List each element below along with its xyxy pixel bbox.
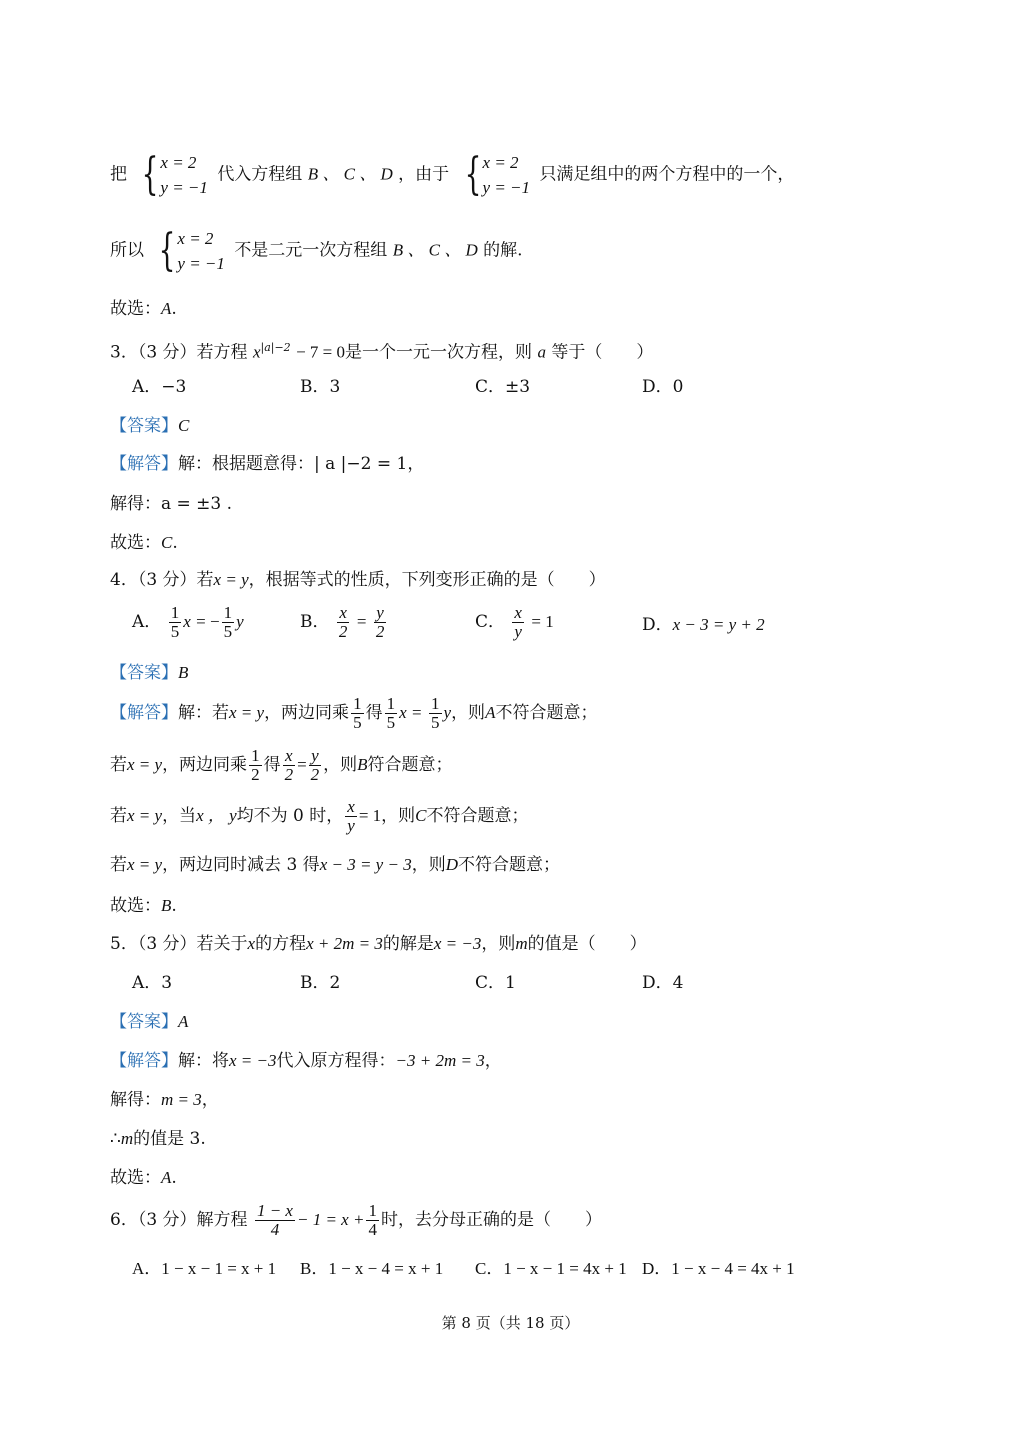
math-var: x xyxy=(252,342,261,362)
text: 3．（3 分）若方程 xyxy=(110,342,248,363)
text: 故选： xyxy=(110,299,161,319)
numerator: 1 xyxy=(353,694,362,713)
q5-option-c: C．1 xyxy=(475,973,516,993)
text: 不符合题意； xyxy=(495,703,598,723)
answer-letter: B xyxy=(178,663,189,682)
denominator: 5 xyxy=(386,713,396,732)
sys-row: x = 2 xyxy=(177,229,214,248)
text: ， xyxy=(201,1090,219,1110)
analysis-label: 【解答】 xyxy=(110,703,178,723)
answer-letter: C xyxy=(178,416,190,435)
text: 5．（3 分）若关于 xyxy=(110,934,248,954)
math: x = y xyxy=(213,570,249,589)
numerator: 1 xyxy=(170,603,180,622)
text: 符合题意； xyxy=(367,755,453,775)
numerator: 1 − x xyxy=(256,1201,293,1220)
text: 不符合题意； xyxy=(426,806,529,826)
fraction xyxy=(351,695,364,732)
text: 均不为 0 时， xyxy=(236,806,344,826)
denominator: 4 xyxy=(368,1220,377,1239)
text: ，则 xyxy=(323,755,358,775)
text: ，两边同时减去 3 得 xyxy=(162,855,320,875)
q5-analysis xyxy=(110,1050,502,1072)
denominator: 2 xyxy=(338,622,348,641)
intro-line-2 xyxy=(110,226,523,276)
q5-option-b: B．2 xyxy=(300,973,341,993)
math: x = −3 xyxy=(229,1051,277,1070)
equation-system: { x = 2 y = −1 xyxy=(159,225,225,276)
fraction xyxy=(309,747,322,784)
text: 所以 xyxy=(110,240,144,261)
q3-answer xyxy=(110,415,189,437)
q3-step: 解得：a = ±3 . xyxy=(110,494,233,514)
text: ，由于 xyxy=(398,164,450,185)
math: x = −3 xyxy=(433,934,482,953)
q3-analysis xyxy=(110,453,424,475)
text: 的方程 xyxy=(255,934,307,954)
text: 的值是 3. xyxy=(133,1129,206,1149)
option-label: C． xyxy=(475,612,506,632)
text: 只满足组中的两个方程中的一个， xyxy=(539,164,795,185)
answer-label: 【答案】 xyxy=(110,663,178,683)
text: . xyxy=(172,533,178,553)
sys-row: y = −1 xyxy=(177,254,225,273)
answer-letter: A xyxy=(178,1012,189,1031)
math: = xyxy=(412,703,422,722)
answer-letter: C xyxy=(161,533,173,552)
q4-stem xyxy=(110,569,606,591)
q3-stem xyxy=(110,337,653,364)
fraction xyxy=(283,747,296,784)
q4-analysis-1 xyxy=(110,695,597,732)
text: 解：将 xyxy=(178,1051,229,1071)
math-var: B xyxy=(357,755,368,774)
math-vars: B 、 C 、 D xyxy=(392,240,478,260)
fraction xyxy=(337,604,350,641)
option-label: A． xyxy=(132,612,162,632)
analysis-label: 【解答】 xyxy=(110,454,178,474)
math: = − xyxy=(196,612,220,631)
numerator: x xyxy=(285,746,293,765)
answer-letter: A xyxy=(161,1168,172,1187)
therefore-symbol: ∴ xyxy=(110,1129,121,1149)
math-var: y xyxy=(443,703,452,722)
math-var: y xyxy=(236,612,244,631)
text: 解：若 xyxy=(178,703,229,723)
page-footer: 第 8 页（共 18 页） xyxy=(441,1314,580,1332)
q6-option-b: B．1 − x − 4 = x + 1 xyxy=(300,1259,444,1278)
q5-option-d: D．4 xyxy=(642,973,684,993)
q3-option-a: A．−3 xyxy=(132,377,187,397)
math-var: x xyxy=(399,703,407,722)
sys-row: x = 2 xyxy=(482,153,519,172)
q5-answer xyxy=(110,1011,188,1033)
numerator: 1 xyxy=(223,603,233,622)
text: 等于（ ） xyxy=(551,342,654,363)
text: 不符合题意； xyxy=(457,855,560,875)
text: ，则 xyxy=(381,806,416,826)
text: ，根据等式的性质，下列变形正确的是（ ） xyxy=(248,570,606,590)
fraction xyxy=(385,695,398,732)
q5-option-a: A．3 xyxy=(132,973,173,993)
text: 的值是（ ） xyxy=(527,934,647,954)
text: 若 xyxy=(110,806,127,826)
math: x − 3 = y + 2 xyxy=(672,615,765,634)
fraction xyxy=(169,604,182,641)
math: x = y xyxy=(127,755,163,774)
text: 解：根据题意得：| a |−2 = 1， xyxy=(178,454,425,474)
q4-option-b xyxy=(300,604,388,641)
text: ，则 xyxy=(451,703,486,723)
text: ，则 xyxy=(411,855,446,875)
math-var: C xyxy=(415,806,427,825)
text: 故选： xyxy=(110,533,161,553)
q3-option-b: B．3 xyxy=(300,377,341,397)
text: . xyxy=(171,299,177,319)
fraction xyxy=(249,747,262,784)
q5-conclusion xyxy=(110,1167,177,1189)
q4-conclusion xyxy=(110,895,177,917)
text: . xyxy=(171,896,177,916)
answer-label: 【答案】 xyxy=(110,416,178,436)
numerator: y xyxy=(376,603,384,622)
text: 代入方程组 xyxy=(217,164,303,185)
answer-label: 【答案】 xyxy=(110,1012,178,1032)
numerator: y xyxy=(311,746,319,765)
q4-answer xyxy=(110,662,188,684)
math: m = 3 xyxy=(161,1090,202,1109)
math: − 7 = 0 xyxy=(296,342,346,362)
math: −3 + 2m = 3 xyxy=(395,1051,485,1070)
text: 时，去分母正确的是（ ） xyxy=(380,1210,602,1230)
math: x = y xyxy=(127,806,163,825)
text: 若 xyxy=(110,855,127,875)
text: 代入原方程得： xyxy=(276,1051,396,1071)
text: 解得： xyxy=(110,1090,161,1110)
denominator: 2 xyxy=(251,765,260,784)
math: − 1 = x + xyxy=(296,1210,365,1229)
equation-system: { x = 2 y = −1 xyxy=(464,149,531,200)
q6-option-c: C．1 − x − 1 = 4x + 1 xyxy=(475,1259,627,1278)
math-var: a xyxy=(537,342,546,362)
text: 是一个一元一次方程，则 xyxy=(345,342,533,363)
q5-step-1 xyxy=(110,1089,219,1111)
q6-option-a: A．1 − x − 1 = x + 1 xyxy=(132,1259,277,1278)
math-var: D xyxy=(445,855,458,874)
math: = 1 xyxy=(531,612,554,631)
math-var: m xyxy=(120,1129,134,1148)
math-var: x xyxy=(247,934,256,953)
fraction xyxy=(374,604,387,641)
answer-letter: B xyxy=(161,896,172,915)
answer-letter: A xyxy=(161,299,172,318)
text: 的解. xyxy=(483,240,523,261)
text: ，两边同乘 xyxy=(162,755,248,775)
text: ，两边同乘 xyxy=(264,703,350,723)
denominator: 2 xyxy=(375,622,385,641)
analysis-label: 【解答】 xyxy=(110,1051,178,1071)
fraction xyxy=(255,1202,295,1239)
sys-row: y = −1 xyxy=(482,178,531,197)
numerator: x xyxy=(347,797,355,816)
option-label: B． xyxy=(300,612,330,632)
math-vars: B 、 C 、 D xyxy=(307,164,393,184)
intro-line-1 xyxy=(110,150,794,200)
math: x = y xyxy=(229,703,265,722)
sys-row: x = 2 xyxy=(160,153,197,172)
math: x + 2m = 3 xyxy=(306,934,383,953)
q4-analysis-4 xyxy=(110,854,560,876)
intro-conclusion xyxy=(110,298,177,320)
text: 把 xyxy=(110,164,127,185)
fraction xyxy=(429,695,442,732)
numerator: x xyxy=(514,603,522,622)
q3-option-d: D．0 xyxy=(642,377,684,397)
math-var: m xyxy=(515,934,528,953)
q6-stem xyxy=(110,1202,602,1239)
fraction xyxy=(345,798,357,835)
q4-option-d xyxy=(642,614,765,636)
exponent: |a|−2 xyxy=(260,341,291,354)
denominator: y xyxy=(514,622,522,641)
text: 得 xyxy=(365,703,383,723)
denominator: 4 xyxy=(270,1220,280,1239)
text: 4．（3 分）若 xyxy=(110,570,214,590)
text: ，当 xyxy=(162,806,197,826)
denominator: 5 xyxy=(223,622,233,641)
q3-option-c: C．±3 xyxy=(475,377,531,397)
q5-step-2 xyxy=(110,1128,206,1150)
numerator: x xyxy=(339,603,347,622)
q3-conclusion xyxy=(110,532,178,554)
numerator: 1 xyxy=(386,694,396,713)
numerator: 1 xyxy=(251,746,260,765)
math-var: A xyxy=(485,703,496,722)
text: 6．（3 分）解方程 xyxy=(110,1210,248,1230)
math: x ， y xyxy=(196,806,237,825)
text: 的解是 xyxy=(382,934,434,954)
numerator: 1 xyxy=(431,694,440,713)
q6-option-d: D．1 − x − 4 = 4x + 1 xyxy=(642,1259,795,1278)
denominator: 5 xyxy=(431,713,440,732)
math-var: x xyxy=(183,612,191,631)
q5-stem xyxy=(110,933,647,955)
equation-system: { x = 2 y = −1 xyxy=(142,149,208,200)
text: ，则 xyxy=(481,934,516,954)
fraction xyxy=(512,604,524,641)
option-label: D． xyxy=(642,615,673,635)
text: 不是二元一次方程组 xyxy=(234,240,388,261)
math: = xyxy=(297,755,307,774)
denominator: 2 xyxy=(284,765,294,784)
fraction xyxy=(222,604,235,641)
numerator: 1 xyxy=(368,1201,377,1220)
text: ， xyxy=(484,1051,502,1071)
q4-option-c xyxy=(475,604,554,641)
denominator: 5 xyxy=(170,622,180,641)
sys-row: y = −1 xyxy=(160,178,208,197)
text: 故选： xyxy=(110,1168,161,1188)
math: = 1 xyxy=(358,806,382,825)
q4-option-a xyxy=(132,604,244,641)
fraction xyxy=(366,1202,379,1239)
denominator: 2 xyxy=(310,765,320,784)
denominator: y xyxy=(347,816,355,835)
text: 得 xyxy=(263,755,281,775)
denominator: 5 xyxy=(353,713,362,732)
q4-analysis-3 xyxy=(110,798,529,835)
math: x − 3 = y − 3 xyxy=(319,855,412,874)
math: = xyxy=(356,612,367,631)
text: 故选： xyxy=(110,896,161,916)
q4-analysis-2 xyxy=(110,747,453,784)
math: x = y xyxy=(127,855,163,874)
text: 若 xyxy=(110,755,127,775)
text: . xyxy=(171,1168,177,1188)
